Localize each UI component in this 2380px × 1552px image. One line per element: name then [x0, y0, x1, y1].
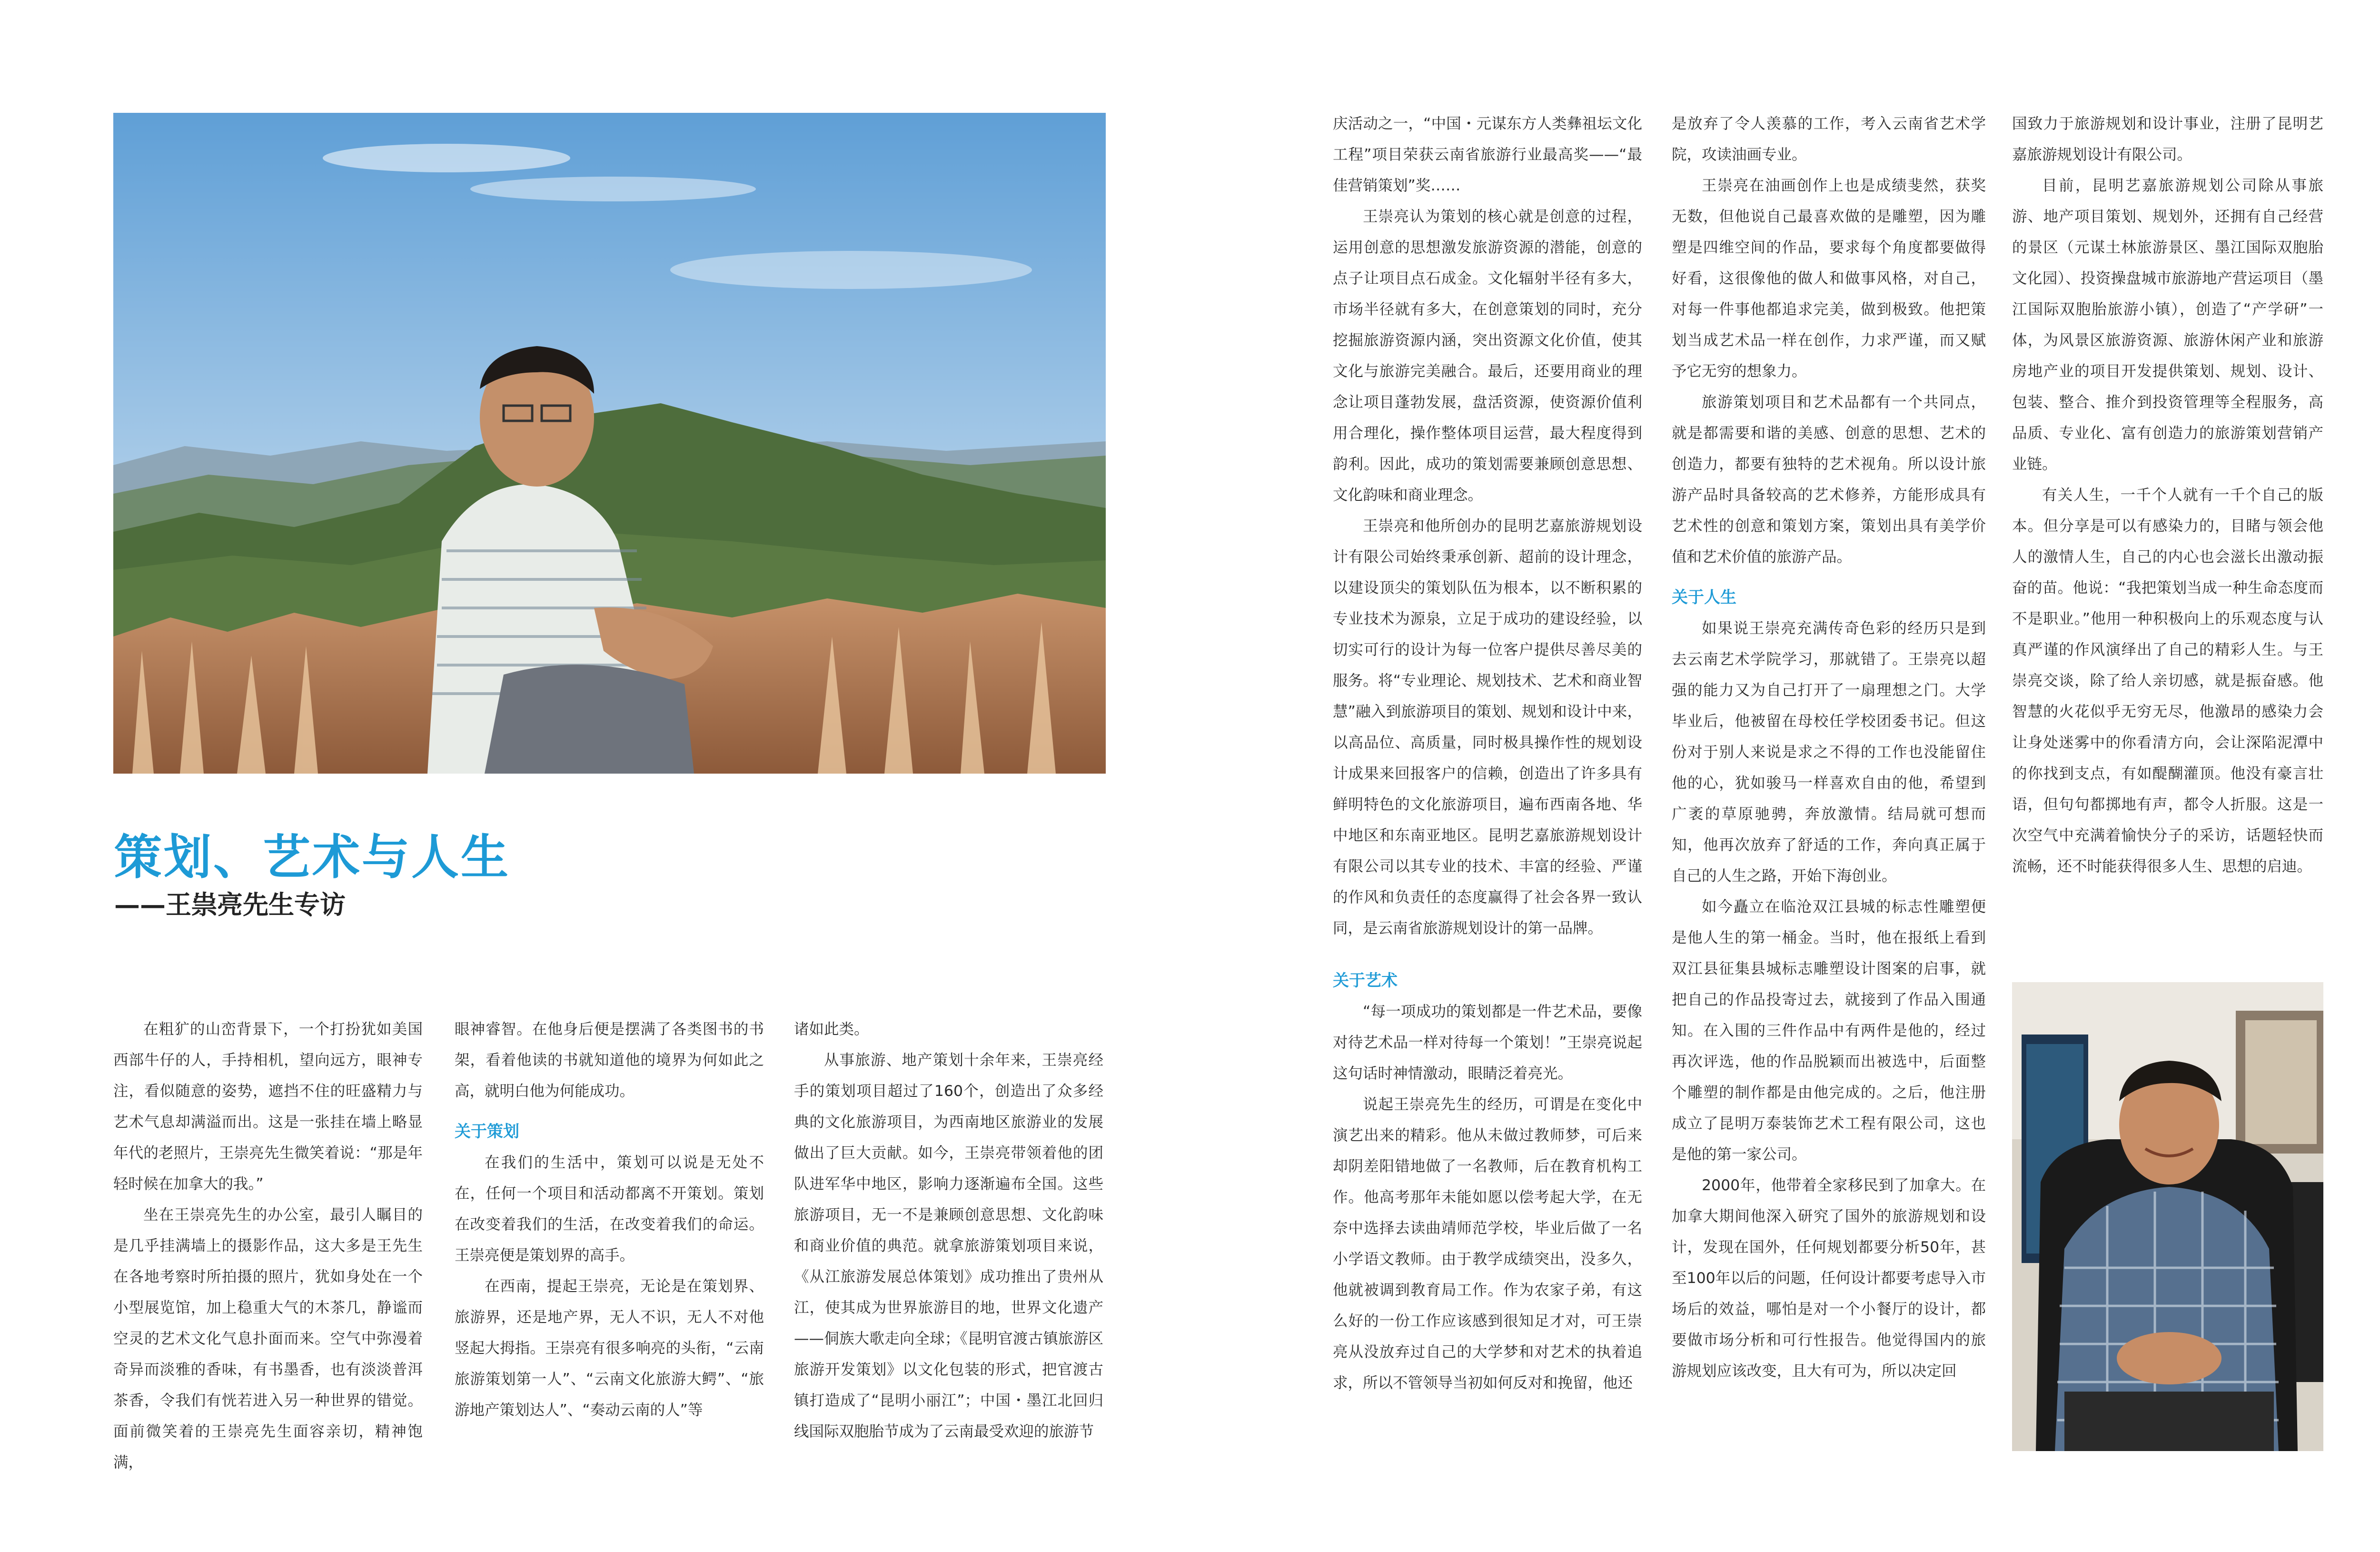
paragraph: 在粗犷的山峦背景下，一个打扮犹如美国西部牛仔的人，手持相机，望向远方，眼神专注，看似随意的姿势，遮挡不住的旺盛精力与艺术气息却满溢而出。这是一张挂在墙上略显年代的老照片，王崇亮先生微笑着说：“那是年轻时候在加拿大的我。”: [113, 1021, 423, 1193]
paragraph: 有关人生，一千个人就有一千个自己的版本。但分享是可以有感染力的，目睹与领会他人的激情人生，自己的内心也会滋长出激动振奋的苗。他说：“我把策划当成一种生命态度而不是职业。”他用一种积极向上的乐观态度与认真严谨的作风演绎出了自己的精彩人生。与王崇亮交谈，除了给人亲切感，就是振奋感。他智慧的火花似乎无穷无尽，他激昂的感染力会让身处迷雾中的你看清方向，会让深陷泥潭中的你找到支点，有如醍醐灌顶。他没有豪言壮语，但句句都掷地有声，都令人折服。这是一次空气中充满着愉快分子的采访，话题轻快而流畅，还不时能获得很多人生、思想的启迪。: [2012, 487, 2323, 875]
text-column-4: [1333, 109, 1642, 1399]
paragraph: 王崇亮在油画创作上也是成绩斐然，获奖无数，但他说自己最喜欢做的是雕塑，因为雕塑是四维空间的作品，要求每个角度都要做得好看，这很像他的做人和做事风格，对自己，对每一件事他都追求完美，做到极致。他把策划当成艺术品一样在创作，力求严谨，而又赋予它无穷的想象力。: [1672, 177, 1986, 380]
paragraph: 王崇亮认为策划的核心就是创意的过程，运用创意的思想激发旅游资源的潜能，创意的点子让项目点石成金。文化辐射半径有多大，市场半径就有多大，在创意策划的同时，充分挖掘旅游资源内涵，突出资源文化价值，使其文化与旅游完美融合。最后，还要用商业的理念让项目蓬勃发展，盘活资源，使资源价值利用合理化，操作整体项目运营，最大程度得到韵利。因此，成功的策划需要兼顾创意思想、文化韵味和商业理念。: [1333, 208, 1642, 504]
text-column-2: [455, 1014, 764, 1426]
paragraph: 如果说王崇亮充满传奇色彩的经历只是到去云南艺术学院学习，那就错了。王崇亮以超强的能力又为自己打开了一扇理想之门。大学毕业后，他被留在母校任学校团委书记。但这份对于别人来说是求之不得的工作也没能留住他的心，犹如骏马一样喜欢自由的他，希望到广袤的草原驰骋，奔放激情。结局就可想而知，他再次放弃了舒适的工作，奔向真正属于自己的人生之路，开始下海创业。: [1672, 620, 1986, 885]
paragraph: 旅游策划项目和艺术品都有一个共同点，就是都需要和谐的美感、创意的思想、艺术的创造力，都要有独特的艺术视角。所以设计旅游产品时具备较高的艺术修养，方能形成具有艺术性的创意和策划方案，策划出具有美学价值和艺术价值的旅游产品。: [1672, 394, 1986, 566]
text-column-6: [2012, 109, 2323, 882]
section-heading-life: 关于人生: [1672, 588, 1736, 607]
text-column-3: [794, 1014, 1103, 1447]
article-subtitle: ——王祟亮先生专访: [114, 889, 346, 920]
paragraph: 眼神睿智。在他身后便是摆满了各类图书的书架，看着他读的书就知道他的境界为何如此之高，就明白他为何能成功。: [455, 1021, 764, 1100]
paragraph: 如今矗立在临沧双江县城的标志性雕塑便是他人生的第一桶金。当时，他在报纸上看到双江县征集县城标志雕塑设计图案的启事，就把自己的作品投寄过去，就接到了作品入围通知。在入围的三件作品中有两件是他的，经过再次评选，他的作品脱颖而出被选中，后面整个雕塑的制作都是由他完成的。之后，他注册成立了昆明万泰装饰艺术工程有限公司，这也是他的第一家公司。: [1672, 898, 1986, 1163]
text-column-5: [1672, 109, 1986, 1387]
paragraph: 从事旅游、地产策划十余年来，王崇亮经手的策划项目超过了160个，创造出了众多经典的文化旅游项目，为西南地区旅游业的发展做出了巨大贡献。如今，王崇亮带领着他的团队进军华中地区，影响力逐渐遍布全国。这些旅游项目，无一不是兼顾创意思想、文化韵味和商业价值的典范。就拿旅游策划项目来说，《从江旅游发展总体策划》成功推出了贵州从江，使其成为世界旅游目的地，世界文化遗产——侗族大歌走向全球；《昆明官渡古镇旅游区旅游开发策划》以文化包装的形式，把官渡古镇打造成了“昆明小丽江”；中国・墨江北回归线国际双胞胎节成为了云南最受欢迎的旅游节: [794, 1052, 1103, 1440]
text-column-1: [113, 1014, 423, 1478]
paragraph: 国致力于旅游规划和设计事业，注册了昆明艺嘉旅游规划设计有限公司。: [2012, 115, 2323, 163]
section-heading-planning: 关于策划: [455, 1122, 519, 1141]
man-seated-in-office-portrait: [2012, 982, 2323, 1451]
paragraph: 2000年，他带着全家移民到了加拿大。在加拿大期间他深入研究了国外的旅游规划和设计，发现在国外，任何规划都要分析50年，甚至100年以后的问题，任何设计都要考虑导入市场后的效益，哪怕是对一个小餐厅的设计，都要做市场分析和可行性报告。他觉得国内的旅游规划应该改变，且大有可为，所以决定回: [1672, 1177, 1986, 1380]
man-sitting-on-canyon-edge-photo: [113, 113, 1106, 774]
paragraph: 庆活动之一，“中国・元谋东方人类彝祖坛文化工程”项目荣获云南省旅游行业最高奖——“最佳营销策划”奖……: [1333, 115, 1642, 194]
paragraph: 在我们的生活中，策划可以说是无处不在，任何一个项目和活动都离不开策划。策划在改变着我们的生活，在改变着我们的命运。王崇亮便是策划界的高手。: [455, 1154, 764, 1264]
section-heading-art: 关于艺术: [1333, 971, 1398, 990]
paragraph: 说起王崇亮先生的经历，可谓是在变化中演艺出来的精彩。他从未做过教师梦，可后来却阴差阳错地做了一名教师，后在教育机构工作。他高考那年未能如愿以偿考起大学，在无奈中选择去读曲靖师范学校，毕业后做了一名小学语文教师。由于教学成绩突出，没多久，他就被调到教育局工作。作为农家子弟，有这么好的一份工作应该感到很知足才对，可王崇亮从没放弃过自己的大学梦和对艺术的执着追求，所以不管领导当初如何反对和挽留，他还: [1333, 1096, 1642, 1392]
paragraph: 坐在王崇亮先生的办公室，最引人瞩目的是几乎挂满墙上的摄影作品，这大多是王先生在各地考察时所拍摄的照片，犹如身处在一个小型展览馆，加上稳重大气的木茶几，静谧而空灵的艺术文化气息扑面而来。空气中弥漫着奇异而淡雅的香味，有书墨香，也有淡淡普洱茶香，令我们有恍若进入另一种世界的错觉。面前微笑着的王崇亮先生面容亲切，精神饱满，: [113, 1206, 423, 1471]
paragraph: “每一项成功的策划都是一件艺术品，要像对待艺术品一样对待每一个策划！”王崇亮说起这句话时神情激动，眼睛泛着亮光。: [1333, 1003, 1642, 1082]
paragraph: 是放弃了令人羡慕的工作，考入云南省艺术学院，攻读油画专业。: [1672, 115, 1986, 163]
paragraph: 在西南，提起王崇亮，无论是在策划界、旅游界，还是地产界，无人不识，无人不对他竖起大拇指。王崇亮有很多响亮的头衔，“云南旅游策划第一人”、“云南文化旅游大鳄”、“旅游地产策划达人”、“奏动云南的人”等: [455, 1278, 764, 1419]
paragraph: 诸如此类。: [794, 1021, 869, 1038]
paragraph: 目前，昆明艺嘉旅游规划公司除从事旅游、地产项目策划、规划外，还拥有自己经营的景区（元谋土林旅游景区、墨江国际双胞胎文化园）、投资操盘城市旅游地产营运项目（墨江国际双胞胎旅游小镇），创造了“产学研”一体，为风景区旅游资源、旅游休闲产业和旅游房地产业的项目开发提供策划、规划、设计、包装、整合、推介到投资管理等全程服务，高品质、专业化、富有创造力的旅游策划营销产业链。: [2012, 177, 2323, 473]
paragraph: 王崇亮和他所创办的昆明艺嘉旅游规划设计有限公司始终秉承创新、超前的设计理念，以建设顶尖的策划队伍为根本，以不断积累的专业技术为源泉，立足于成功的建设经验，以切实可行的设计为每一位客户提供尽善尽美的服务。将“专业理论、规划技术、艺术和商业智慧”融入到旅游项目的策划、规划和设计中来，以高品位、高质量，同时极具操作性的规划设计成果来回报客户的信赖，创造出了许多具有鲜明特色的文化旅游项目，遍布西南各地、华中地区和东南亚地区。昆明艺嘉旅游规划设计有限公司以其专业的技术、丰富的经验、严谨的作风和负责任的态度赢得了社会各界一致认同，是云南省旅游规划设计的第一品牌。: [1333, 517, 1642, 937]
article-title: 策划、艺术与人生: [114, 829, 510, 885]
